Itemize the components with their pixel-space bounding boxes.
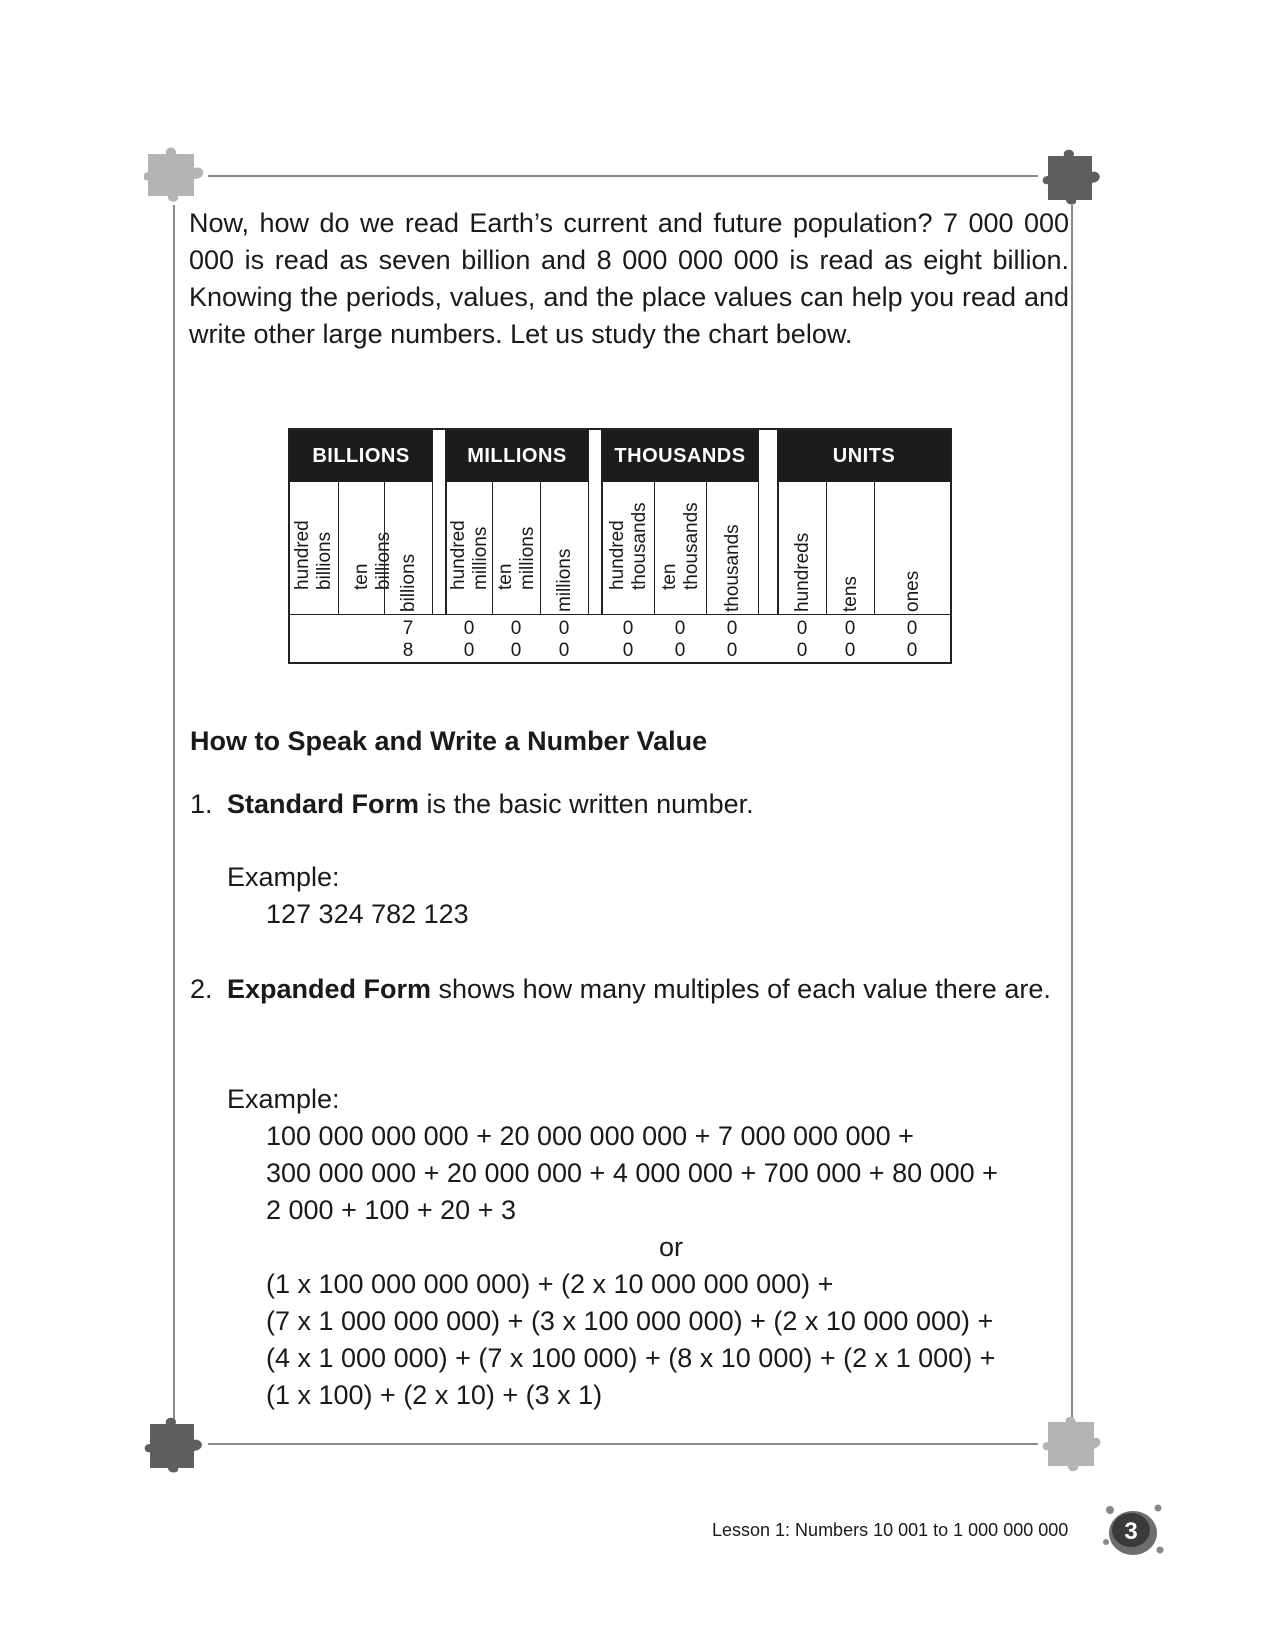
place-label: hundred billions	[292, 520, 335, 590]
place-value-chart	[288, 428, 952, 664]
place-label: billions	[397, 553, 419, 612]
chart-digit: 0	[510, 618, 522, 639]
example-line: (7 x 1 000 000 000) + (3 x 100 000 000) + (2 x 10 000 000) +	[266, 1306, 994, 1336]
term-description: shows how many multiples of each value there are.	[431, 974, 1051, 1004]
period-separator	[588, 430, 602, 614]
place-column	[778, 482, 826, 614]
place-column	[540, 482, 588, 614]
chart-digit: 0	[558, 618, 570, 639]
list-item-text	[227, 971, 1079, 1008]
place-label: hundred millions	[447, 520, 491, 590]
example-line: (4 x 1 000 000) + (7 x 100 000) + (8 x 10 000) + (2 x 1 000) +	[266, 1343, 996, 1373]
chart-digit: 0	[463, 618, 475, 639]
example-line: 2 000 + 100 + 20 + 3	[266, 1195, 516, 1225]
page-number-badge	[1100, 1498, 1166, 1564]
period-header: THOUSANDS	[602, 430, 758, 482]
place-column	[874, 482, 950, 614]
chart-digit: 8	[402, 640, 414, 661]
chart-digit: 0	[674, 640, 686, 661]
period-header: MILLIONS	[446, 430, 588, 482]
intro-paragraph-block	[189, 205, 1069, 353]
chart-digit: 0	[622, 640, 634, 661]
place-column	[826, 482, 874, 614]
chart-digit: 0	[844, 618, 856, 639]
term-expanded-form: Expanded Form	[227, 974, 432, 1004]
place-column	[492, 482, 540, 614]
chart-digit: 0	[726, 640, 738, 661]
period-header: BILLIONS	[290, 430, 432, 482]
example-line: 100 000 000 000 + 20 000 000 000 + 7 000 000 000 +	[266, 1121, 914, 1151]
chart-digit: 0	[674, 618, 686, 639]
place-column	[338, 482, 394, 614]
frame-top-line	[208, 175, 1038, 177]
chart-digit: 0	[726, 618, 738, 639]
chart-digit: 0	[510, 640, 522, 661]
list-item-number: 1.	[190, 789, 213, 819]
chart-digit: 0	[796, 640, 808, 661]
term-description: is the basic written number.	[419, 789, 754, 819]
term-standard-form: Standard Form	[227, 789, 420, 819]
place-column	[654, 482, 706, 614]
page-number: 3	[1124, 1518, 1138, 1545]
place-column	[706, 482, 758, 614]
place-label: ten millions	[494, 526, 538, 590]
puzzle-piece-icon	[144, 146, 210, 204]
intro-paragraph: Now, how do we read Earth’s current and future population? 7 000 000 000 is read as seven billion and 8 000 000 000 is read as eight billion. Knowing the periods, values, and the place values can help you read and write other large numbers. Let us study the chart below.	[189, 208, 1069, 349]
row-divider	[290, 614, 950, 615]
chart-digit: 0	[622, 618, 634, 639]
place-label: thousands	[721, 524, 743, 612]
place-label: millions	[553, 548, 575, 612]
puzzle-piece-icon	[1038, 148, 1104, 206]
example-line: 127 324 782 123	[266, 899, 469, 929]
place-column	[384, 482, 432, 614]
place-label: ten thousands	[658, 502, 702, 590]
chart-digit: 0	[844, 640, 856, 661]
place-label: hundred thousands	[606, 502, 650, 590]
period-separator	[758, 430, 778, 614]
example-line: 300 000 000 + 20 000 000 + 4 000 000 + 700 000 + 80 000 +	[266, 1158, 998, 1188]
chart-digit: 0	[906, 618, 918, 639]
or-label: or	[659, 1232, 684, 1262]
place-column	[602, 482, 654, 614]
puzzle-piece-icon	[1038, 1416, 1104, 1474]
place-label: ones	[901, 570, 923, 612]
chart-digit: 0	[906, 640, 918, 661]
frame-left-line	[173, 205, 175, 1423]
list-item-number: 2.	[190, 974, 213, 1004]
frame-right-line	[1071, 205, 1073, 1423]
place-label: ten billions	[350, 531, 394, 590]
example-label: Example:	[227, 1084, 340, 1114]
example-line: (1 x 100) + (2 x 10) + (3 x 1)	[266, 1380, 603, 1410]
period-separator	[432, 430, 446, 614]
puzzle-piece-icon	[144, 1416, 210, 1474]
footer-lesson-title: Lesson 1: Numbers 10 001 to 1 000 000 000	[712, 1520, 1069, 1540]
place-label: tens	[839, 576, 861, 612]
place-label: hundreds	[791, 532, 813, 612]
chart-digit: 0	[558, 640, 570, 661]
example-label: Example:	[227, 862, 340, 892]
place-column	[446, 482, 492, 614]
place-column	[290, 482, 338, 614]
example-line: (1 x 100 000 000 000) + (2 x 10 000 000 000) +	[266, 1269, 834, 1299]
chart-digit: 0	[796, 618, 808, 639]
period-header: UNITS	[778, 430, 950, 482]
chart-digit: 0	[463, 640, 475, 661]
list-item-text	[227, 786, 754, 823]
chart-digit: 7	[402, 618, 414, 639]
section-heading: How to Speak and Write a Number Value	[190, 726, 708, 756]
frame-bottom-line	[208, 1443, 1038, 1445]
